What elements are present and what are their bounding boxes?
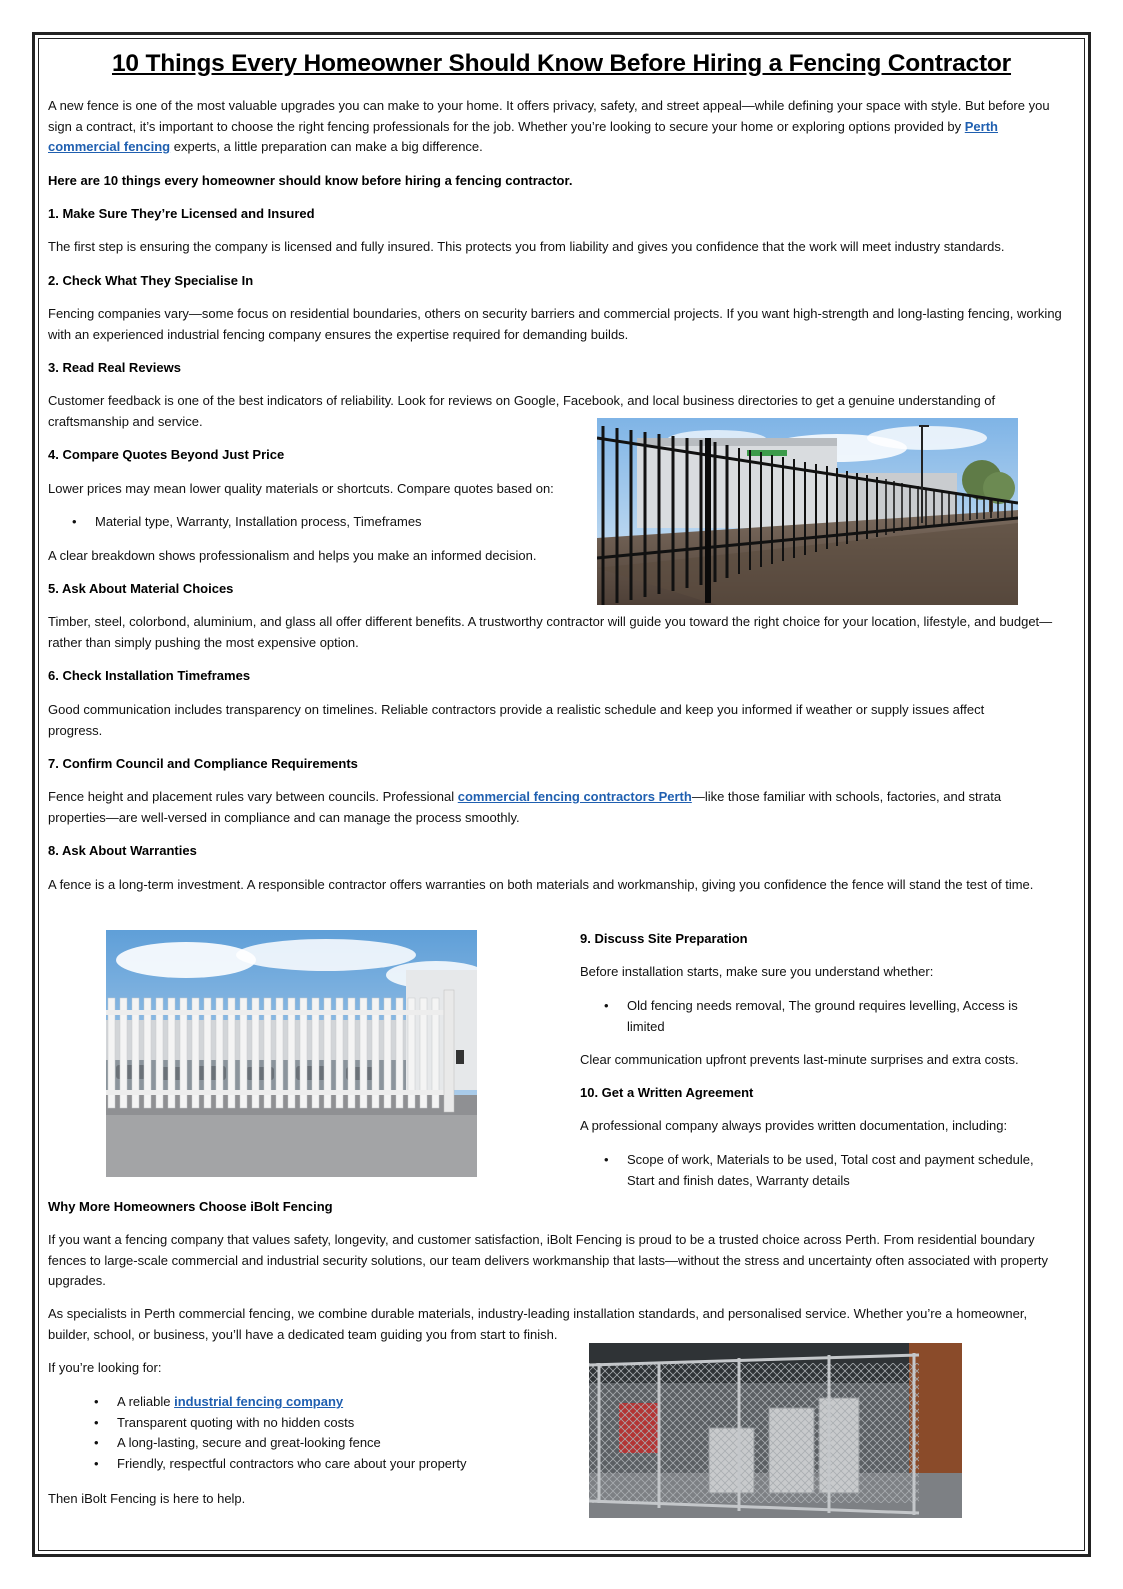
section-1-body: The first step is ensuring the company is licensed and fully insured. This protects you from liability and gives you confidence that the work will meet industry standards. xyxy=(48,239,1005,254)
lead-text: Here are 10 things every homeowner should know before hiring a fencing contractor. xyxy=(48,173,573,188)
section-2-body: Fencing companies vary—some focus on residential boundaries, others on security barriers and commercial projects. If you want high-strength and long-lasting fencing, working with an experienced industrial fencing company ensures the expertise required for demanding builds. xyxy=(48,306,1062,342)
black-steel-fence-illustration xyxy=(597,418,1018,605)
perth-commercial-fencing-link[interactable]: Perth commercial fencing xyxy=(48,118,998,154)
section-9-after: Clear communication upfront prevents last-minute surprises and extra costs. xyxy=(580,1052,1019,1067)
industrial-fencing-company-link[interactable]: industrial fencing company xyxy=(174,1394,344,1409)
section-10-heading: 10. Get a Written Agreement xyxy=(580,1085,754,1100)
section-9-bullet: • Old fencing needs removal, The ground requires levelling, Access is limited xyxy=(580,996,1040,1037)
benefit-item: • Transparent quoting with no hidden costs xyxy=(70,1413,570,1434)
black-steel-fence-photo xyxy=(597,418,1018,605)
chain-link-illustration xyxy=(589,1343,962,1518)
section-6-body: Good communication includes transparency on timelines. Reliable contractors provide a realistic schedule and keep you informed if weather or supply issues affect progress. xyxy=(48,702,985,738)
section-7-body xyxy=(48,787,1048,828)
intro-text-1: A new fence is one of the most valuable upgrades you can make to your home. It offers privacy, safety, and street appeal—while defining your space with style. But before you sign a contract, it’s important to choose the right fencing professionals for the job. Whether you’re looking to secure your home or exploring options provided by xyxy=(48,98,1050,134)
section-3-body: Customer feedback is one of the best indicators of reliability. Look for reviews on Google, Facebook, and local business directories to get a genuine understanding of craftsmanship and service. xyxy=(48,393,996,429)
section-9-list xyxy=(580,996,1040,1037)
section-8-body: A fence is a long-term investment. A responsible contractor offers warranties on both materials and workmanship, giving you confidence the fence will stand the test of time. xyxy=(48,877,1034,892)
white-sliding-gate-photo xyxy=(106,930,477,1177)
section-7-heading: 7. Confirm Council and Compliance Requirements xyxy=(48,756,358,771)
white-gate-illustration xyxy=(106,930,477,1177)
section-10-list xyxy=(580,1150,1055,1191)
benefit-item: • Friendly, respectful contractors who care about your property xyxy=(70,1454,570,1475)
benefit-item: • A long-lasting, secure and great-looking fence xyxy=(70,1433,570,1454)
section-6-heading: 6. Check Installation Timeframes xyxy=(48,668,251,683)
looking-for-text: If you’re looking for: xyxy=(48,1360,162,1375)
chain-link-enclosure-photo xyxy=(589,1343,962,1518)
section-4-after: A clear breakdown shows professionalism and helps you make an informed decision. xyxy=(48,548,537,563)
benefit-item xyxy=(70,1392,570,1413)
benefit-prefix: A reliable xyxy=(117,1394,175,1409)
section-1-heading: 1. Make Sure They’re Licensed and Insured xyxy=(48,206,315,221)
section-10-body: A professional company always provides written documentation, including: xyxy=(580,1118,1008,1133)
commercial-fencing-contractors-perth-link[interactable]: commercial fencing contractors Perth xyxy=(457,789,692,804)
why-paragraph-2: As specialists in Perth commercial fencing, we combine durable materials, industry-leading installation standards, and personalised service. Whether you’re a homeowner, builder, school, or business, you’ll have a dedicated team guiding you from start to finish. xyxy=(48,1306,1028,1342)
section-4-list xyxy=(48,512,588,533)
why-paragraph-1: If you want a fencing company that values safety, longevity, and customer satisfaction, iBolt Fencing is proud to be a trusted choice across Perth. From residential boundary fences to large-scale commercial and industrial security solutions, our team delivers workmanship that lasts—without the stress and uncertainty often associated with property upgrades. xyxy=(48,1232,1049,1288)
section-2-heading: 2. Check What They Specialise In xyxy=(48,273,254,288)
intro-paragraph xyxy=(48,96,1064,158)
section-9-body: Before installation starts, make sure you understand whether: xyxy=(580,964,934,979)
section-7-text-1: Fence height and placement rules vary between councils. Professional xyxy=(48,789,458,804)
why-heading: Why More Homeowners Choose iBolt Fencing xyxy=(48,1199,333,1214)
section-10-bullet: • Scope of work, Materials to be used, Total cost and payment schedule, Start and finish dates, Warranty details xyxy=(580,1150,1055,1191)
section-4-body: Lower prices may mean lower quality materials or shortcuts. Compare quotes based on: xyxy=(48,481,554,496)
section-4-bullet: • Material type, Warranty, Installation process, Timeframes xyxy=(48,512,588,533)
section-7-text-2: —like those familiar with schools, factories, and strata properties—are well-versed in compliance and can manage the process smoothly. xyxy=(48,789,1002,825)
section-5-body: Timber, steel, colorbond, aluminium, and glass all offer different benefits. A trustworthy contractor will guide you toward the right choice for your location, lifestyle, and budget—rather than simply pushing the most expensive option. xyxy=(48,614,1053,650)
section-9-heading: 9. Discuss Site Preparation xyxy=(580,931,748,946)
closing-text: Then iBolt Fencing is here to help. xyxy=(48,1491,246,1506)
page-title: 10 Things Every Homeowner Should Know Before Hiring a Fencing Contractor xyxy=(111,50,1012,77)
section-5-heading: 5. Ask About Material Choices xyxy=(48,581,234,596)
intro-text-2: experts, a little preparation can make a big difference. xyxy=(170,139,483,154)
section-4-heading: 4. Compare Quotes Beyond Just Price xyxy=(48,447,285,462)
section-8-heading: 8. Ask About Warranties xyxy=(48,843,197,858)
benefits-list xyxy=(70,1392,570,1474)
section-3-heading: 3. Read Real Reviews xyxy=(48,360,181,375)
